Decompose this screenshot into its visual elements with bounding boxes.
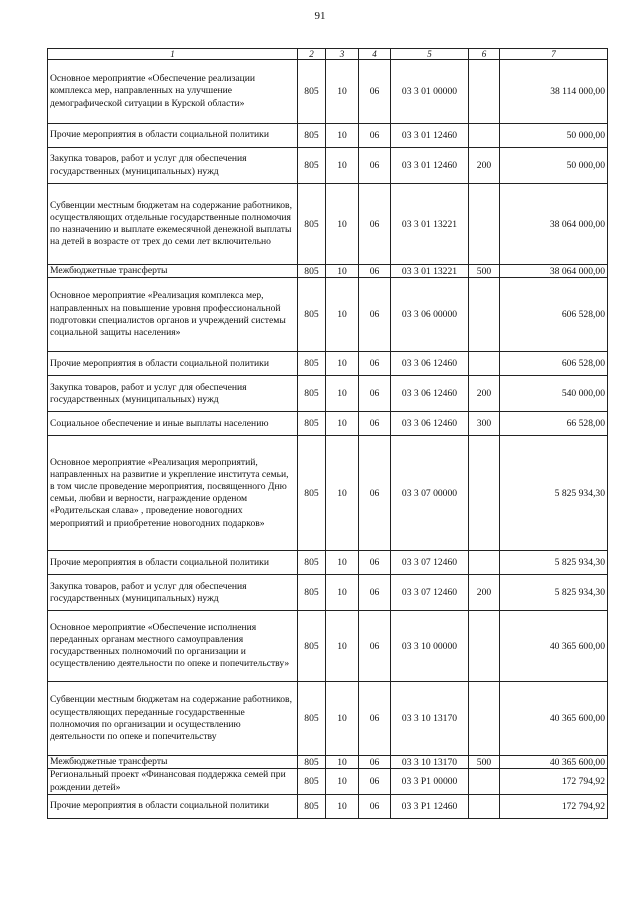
row-subsection-cell: 06 — [359, 756, 391, 769]
row-amount-cell: 5 825 934,30 — [500, 575, 608, 611]
row-section-cell: 10 — [326, 278, 359, 352]
row-section-cell: 10 — [326, 794, 359, 818]
row-expense-type-cell — [469, 184, 500, 265]
row-section-cell: 10 — [326, 575, 359, 611]
table-row — [48, 551, 608, 575]
row-amount-cell: 40 365 600,00 — [500, 756, 608, 769]
row-expense-type-cell: 500 — [469, 756, 500, 769]
row-section-cell: 10 — [326, 436, 359, 551]
row-subsection-cell: 06 — [359, 184, 391, 265]
row-expense-type-cell — [469, 769, 500, 794]
row-name-cell: Межбюджетные трансферты — [48, 756, 298, 769]
header-cell: 7 — [500, 49, 608, 60]
row-code2-cell: 805 — [298, 278, 326, 352]
row-section-cell: 10 — [326, 756, 359, 769]
row-subsection-cell: 06 — [359, 611, 391, 682]
table-row — [48, 575, 608, 611]
row-code2-cell: 805 — [298, 412, 326, 436]
row-name-cell: Социальное обеспечение и иные выплаты населению — [48, 412, 298, 436]
table-row — [48, 682, 608, 756]
row-amount-cell: 172 794,92 — [500, 769, 608, 794]
row-section-cell: 10 — [326, 376, 359, 412]
row-target-code-cell: 03 3 P1 00000 — [391, 769, 469, 794]
row-amount-cell: 5 825 934,30 — [500, 436, 608, 551]
row-subsection-cell: 06 — [359, 794, 391, 818]
row-subsection-cell: 06 — [359, 436, 391, 551]
row-target-code-cell: 03 3 07 12460 — [391, 551, 469, 575]
row-target-code-cell: 03 3 06 12460 — [391, 376, 469, 412]
row-code2-cell: 805 — [298, 436, 326, 551]
row-name-cell: Межбюджетные трансферты — [48, 265, 298, 278]
row-name-cell: Закупка товаров, работ и услуг для обеспечения государственных (муниципальных) нужд — [48, 148, 298, 184]
row-expense-type-cell — [469, 794, 500, 818]
row-name-cell: Прочие мероприятия в области социальной политики — [48, 124, 298, 148]
row-subsection-cell: 06 — [359, 352, 391, 376]
header-cell: 2 — [298, 49, 326, 60]
header-cell: 1 — [48, 49, 298, 60]
row-section-cell: 10 — [326, 124, 359, 148]
row-code2-cell: 805 — [298, 352, 326, 376]
row-name-cell: Основное мероприятие «Реализация мероприятий, направленных на развитие и укрепление института семьи, в том числе проведение мероприятия, посвященного Дню семьи, любви и верности, награждение орденом «Родительская слава» , проведение новогодних мероприятий и приобретение новогодних подарков» — [48, 436, 298, 551]
row-target-code-cell: 03 3 10 00000 — [391, 611, 469, 682]
table-row — [48, 412, 608, 436]
row-amount-cell: 50 000,00 — [500, 124, 608, 148]
row-amount-cell: 66 528,00 — [500, 412, 608, 436]
row-amount-cell: 38 114 000,00 — [500, 60, 608, 124]
row-section-cell: 10 — [326, 551, 359, 575]
row-section-cell: 10 — [326, 148, 359, 184]
table-row — [48, 769, 608, 794]
row-section-cell: 10 — [326, 60, 359, 124]
table-row — [48, 148, 608, 184]
row-code2-cell: 805 — [298, 184, 326, 265]
row-name-cell: Прочие мероприятия в области социальной политики — [48, 794, 298, 818]
row-section-cell: 10 — [326, 682, 359, 756]
header-cell: 6 — [469, 49, 500, 60]
row-expense-type-cell: 300 — [469, 412, 500, 436]
row-name-cell: Прочие мероприятия в области социальной политики — [48, 551, 298, 575]
table-row — [48, 124, 608, 148]
row-section-cell: 10 — [326, 769, 359, 794]
row-target-code-cell: 03 3 06 00000 — [391, 278, 469, 352]
row-amount-cell: 40 365 600,00 — [500, 611, 608, 682]
row-target-code-cell: 03 3 01 13221 — [391, 184, 469, 265]
row-section-cell: 10 — [326, 611, 359, 682]
row-subsection-cell: 06 — [359, 124, 391, 148]
row-expense-type-cell — [469, 352, 500, 376]
header-row — [48, 49, 608, 60]
row-name-cell: Основное мероприятие «Реализация комплекса мер, направленных на повышение уровня профессиональной подготовки специалистов органов и учреждений системы социальной защиты населения» — [48, 278, 298, 352]
row-name-cell: Региональный проект «Финансовая поддержка семей при рождении детей» — [48, 769, 298, 794]
row-name-cell: Субвенции местным бюджетам на содержание работников, осуществляющих переданные государственные полномочия по организации и осуществлению деятельности по опеке и попечительству — [48, 682, 298, 756]
budget-table — [47, 48, 608, 819]
row-name-cell: Основное мероприятие «Обеспечение исполнения переданных органам местного самоуправления государственных полномочий по организации и осуществлению деятельности по опеке и попечительству» — [48, 611, 298, 682]
header-cell: 5 — [391, 49, 469, 60]
row-amount-cell: 606 528,00 — [500, 352, 608, 376]
row-target-code-cell: 03 3 10 13170 — [391, 756, 469, 769]
row-code2-cell: 805 — [298, 148, 326, 184]
row-code2-cell: 805 — [298, 376, 326, 412]
row-amount-cell: 40 365 600,00 — [500, 682, 608, 756]
header-cell: 3 — [326, 49, 359, 60]
row-code2-cell: 805 — [298, 769, 326, 794]
table-row — [48, 278, 608, 352]
row-subsection-cell: 06 — [359, 412, 391, 436]
row-subsection-cell: 06 — [359, 278, 391, 352]
row-amount-cell: 540 000,00 — [500, 376, 608, 412]
row-expense-type-cell: 200 — [469, 575, 500, 611]
row-subsection-cell: 06 — [359, 682, 391, 756]
row-code2-cell: 805 — [298, 265, 326, 278]
table-row — [48, 60, 608, 124]
row-name-cell: Закупка товаров, работ и услуг для обеспечения государственных (муниципальных) нужд — [48, 575, 298, 611]
row-name-cell: Основное мероприятие «Обеспечение реализации комплекса мер, направленных на улучшение демографической ситуации в Курской области» — [48, 60, 298, 124]
row-amount-cell: 172 794,92 — [500, 794, 608, 818]
row-name-cell: Субвенции местным бюджетам на содержание работников, осуществляющих отдельные государственные полномочия по назначению и выплате ежемесячной денежной выплаты на детей в возрасте от трех до семи лет включительно — [48, 184, 298, 265]
row-subsection-cell: 06 — [359, 575, 391, 611]
row-section-cell: 10 — [326, 412, 359, 436]
row-expense-type-cell — [469, 611, 500, 682]
row-expense-type-cell — [469, 436, 500, 551]
row-target-code-cell: 03 3 10 13170 — [391, 682, 469, 756]
row-name-cell: Прочие мероприятия в области социальной политики — [48, 352, 298, 376]
row-expense-type-cell — [469, 682, 500, 756]
row-subsection-cell: 06 — [359, 60, 391, 124]
table-row — [48, 184, 608, 265]
row-target-code-cell: 03 3 01 12460 — [391, 148, 469, 184]
row-amount-cell: 606 528,00 — [500, 278, 608, 352]
row-code2-cell: 805 — [298, 124, 326, 148]
row-code2-cell: 805 — [298, 60, 326, 124]
row-code2-cell: 805 — [298, 611, 326, 682]
row-code2-cell: 805 — [298, 551, 326, 575]
table-row — [48, 756, 608, 769]
row-amount-cell: 38 064 000,00 — [500, 265, 608, 278]
row-expense-type-cell — [469, 60, 500, 124]
row-target-code-cell: 03 3 01 13221 — [391, 265, 469, 278]
row-amount-cell: 5 825 934,30 — [500, 551, 608, 575]
row-section-cell: 10 — [326, 352, 359, 376]
row-code2-cell: 805 — [298, 794, 326, 818]
row-subsection-cell: 06 — [359, 265, 391, 278]
row-target-code-cell: 03 3 06 12460 — [391, 412, 469, 436]
row-expense-type-cell: 200 — [469, 376, 500, 412]
row-target-code-cell: 03 3 07 00000 — [391, 436, 469, 551]
table-row — [48, 352, 608, 376]
row-expense-type-cell — [469, 551, 500, 575]
row-subsection-cell: 06 — [359, 148, 391, 184]
row-code2-cell: 805 — [298, 682, 326, 756]
row-target-code-cell: 03 3 01 12460 — [391, 124, 469, 148]
row-expense-type-cell: 200 — [469, 148, 500, 184]
row-target-code-cell: 03 3 07 12460 — [391, 575, 469, 611]
row-expense-type-cell: 500 — [469, 265, 500, 278]
row-amount-cell: 38 064 000,00 — [500, 184, 608, 265]
table-row — [48, 794, 608, 818]
table-row — [48, 376, 608, 412]
row-code2-cell: 805 — [298, 756, 326, 769]
page-number: 91 — [314, 10, 326, 22]
row-subsection-cell: 06 — [359, 769, 391, 794]
row-subsection-cell: 06 — [359, 376, 391, 412]
table-row — [48, 436, 608, 551]
table-row — [48, 611, 608, 682]
row-target-code-cell: 03 3 06 12460 — [391, 352, 469, 376]
row-section-cell: 10 — [326, 265, 359, 278]
row-code2-cell: 805 — [298, 575, 326, 611]
row-target-code-cell: 03 3 01 00000 — [391, 60, 469, 124]
row-subsection-cell: 06 — [359, 551, 391, 575]
row-amount-cell: 50 000,00 — [500, 148, 608, 184]
row-target-code-cell: 03 3 P1 12460 — [391, 794, 469, 818]
header-cell: 4 — [359, 49, 391, 60]
row-expense-type-cell — [469, 124, 500, 148]
row-name-cell: Закупка товаров, работ и услуг для обеспечения государственных (муниципальных) нужд — [48, 376, 298, 412]
row-section-cell: 10 — [326, 184, 359, 265]
row-expense-type-cell — [469, 278, 500, 352]
table-row — [48, 265, 608, 278]
